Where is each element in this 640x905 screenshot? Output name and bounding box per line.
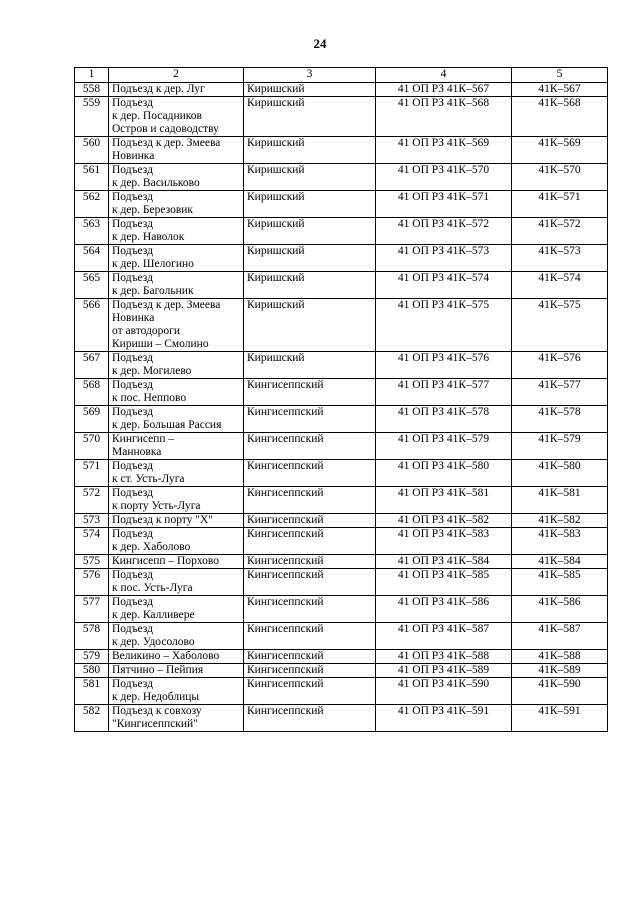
road-id-cell: 41 ОП РЗ 41К–572 bbox=[376, 218, 512, 245]
road-short-id-cell: 41К–579 bbox=[512, 433, 608, 460]
road-short-id-cell: 41К–577 bbox=[512, 379, 608, 406]
road-short-id-cell: 41К–586 bbox=[512, 596, 608, 623]
table-row bbox=[75, 650, 608, 664]
road-short-id-cell: 41К–584 bbox=[512, 555, 608, 569]
road-name-cell: Подъезд к дер. Васильково bbox=[109, 164, 244, 191]
road-short-id-cell: 41К–570 bbox=[512, 164, 608, 191]
row-number-cell: 565 bbox=[75, 272, 109, 299]
district-cell: Кингисеппский bbox=[244, 555, 376, 569]
district-cell: Кингисеппский bbox=[244, 406, 376, 433]
table-row bbox=[75, 487, 608, 514]
road-short-id-cell: 41К–580 bbox=[512, 460, 608, 487]
district-cell: Кингисеппский bbox=[244, 569, 376, 596]
table-row bbox=[75, 299, 608, 352]
district-cell: Кингисеппский bbox=[244, 678, 376, 705]
road-short-id-cell: 41К–573 bbox=[512, 245, 608, 272]
column-header: 1 bbox=[75, 68, 109, 83]
row-number-cell: 578 bbox=[75, 623, 109, 650]
column-header: 2 bbox=[109, 68, 244, 83]
district-cell: Кингисеппский bbox=[244, 379, 376, 406]
road-id-cell: 41 ОП РЗ 41К–589 bbox=[376, 664, 512, 678]
road-name-cell: Подъезд к дер. Калливере bbox=[109, 596, 244, 623]
row-number-cell: 582 bbox=[75, 705, 109, 732]
road-name-cell: Подъезд к пос. Усть-Луга bbox=[109, 569, 244, 596]
road-id-cell: 41 ОП РЗ 41К–584 bbox=[376, 555, 512, 569]
table-row bbox=[75, 623, 608, 650]
district-cell: Кингисеппский bbox=[244, 623, 376, 650]
district-cell: Кингисеппский bbox=[244, 596, 376, 623]
table-row bbox=[75, 433, 608, 460]
road-id-cell: 41 ОП РЗ 41К–567 bbox=[376, 83, 512, 97]
road-name-cell: Подъезд к дер. Хаболово bbox=[109, 528, 244, 555]
row-number-cell: 581 bbox=[75, 678, 109, 705]
table-row bbox=[75, 678, 608, 705]
road-id-cell: 41 ОП РЗ 41К–578 bbox=[376, 406, 512, 433]
road-short-id-cell: 41К–588 bbox=[512, 650, 608, 664]
row-number-cell: 561 bbox=[75, 164, 109, 191]
road-short-id-cell: 41К–583 bbox=[512, 528, 608, 555]
road-short-id-cell: 41К–572 bbox=[512, 218, 608, 245]
district-cell: Киришский bbox=[244, 191, 376, 218]
row-number-cell: 560 bbox=[75, 137, 109, 164]
road-name-cell: Подъезд к дер. Багольник bbox=[109, 272, 244, 299]
row-number-cell: 562 bbox=[75, 191, 109, 218]
table-row bbox=[75, 528, 608, 555]
road-short-id-cell: 41К–591 bbox=[512, 705, 608, 732]
road-name-cell: Подъезд к пос. Неппово bbox=[109, 379, 244, 406]
district-cell: Кингисеппский bbox=[244, 460, 376, 487]
road-name-cell: Подъезд к дер. Посадников Остров и садоводству bbox=[109, 97, 244, 137]
road-id-cell: 41 ОП РЗ 41К–569 bbox=[376, 137, 512, 164]
table-row bbox=[75, 555, 608, 569]
road-id-cell: 41 ОП РЗ 41К–591 bbox=[376, 705, 512, 732]
road-id-cell: 41 ОП РЗ 41К–579 bbox=[376, 433, 512, 460]
district-cell: Кингисеппский bbox=[244, 528, 376, 555]
roads-table bbox=[74, 67, 608, 732]
road-short-id-cell: 41К–567 bbox=[512, 83, 608, 97]
table-row bbox=[75, 245, 608, 272]
district-cell: Кингисеппский bbox=[244, 705, 376, 732]
road-name-cell: Подъезд к дер. Наволок bbox=[109, 218, 244, 245]
district-cell: Кингисеппский bbox=[244, 664, 376, 678]
table-row bbox=[75, 272, 608, 299]
road-id-cell: 41 ОП РЗ 41К–570 bbox=[376, 164, 512, 191]
district-cell: Киришский bbox=[244, 164, 376, 191]
row-number-cell: 559 bbox=[75, 97, 109, 137]
road-name-cell: Подъезд к дер. Недоблицы bbox=[109, 678, 244, 705]
table-row bbox=[75, 664, 608, 678]
column-header: 5 bbox=[512, 68, 608, 83]
row-number-cell: 574 bbox=[75, 528, 109, 555]
road-short-id-cell: 41К–575 bbox=[512, 299, 608, 352]
road-id-cell: 41 ОП РЗ 41К–571 bbox=[376, 191, 512, 218]
table-row bbox=[75, 191, 608, 218]
district-cell: Киришский bbox=[244, 218, 376, 245]
road-id-cell: 41 ОП РЗ 41К–577 bbox=[376, 379, 512, 406]
road-short-id-cell: 41К–571 bbox=[512, 191, 608, 218]
road-id-cell: 41 ОП РЗ 41К–585 bbox=[376, 569, 512, 596]
road-short-id-cell: 41К–587 bbox=[512, 623, 608, 650]
road-name-cell: Подъезд к дер. Шелогино bbox=[109, 245, 244, 272]
road-short-id-cell: 41К–576 bbox=[512, 352, 608, 379]
table-row bbox=[75, 164, 608, 191]
road-id-cell: 41 ОП РЗ 41К–590 bbox=[376, 678, 512, 705]
road-short-id-cell: 41К–585 bbox=[512, 569, 608, 596]
road-id-cell: 41 ОП РЗ 41К–574 bbox=[376, 272, 512, 299]
road-id-cell: 41 ОП РЗ 41К–580 bbox=[376, 460, 512, 487]
row-number-cell: 566 bbox=[75, 299, 109, 352]
row-number-cell: 579 bbox=[75, 650, 109, 664]
road-id-cell: 41 ОП РЗ 41К–582 bbox=[376, 514, 512, 528]
table-row bbox=[75, 705, 608, 732]
district-cell: Кингисеппский bbox=[244, 433, 376, 460]
road-name-cell: Подъезд к дер. Змеева Новинка от автодороги Кириши – Смолино bbox=[109, 299, 244, 352]
row-number-cell: 577 bbox=[75, 596, 109, 623]
row-number-cell: 563 bbox=[75, 218, 109, 245]
table-row bbox=[75, 218, 608, 245]
district-cell: Киришский bbox=[244, 299, 376, 352]
table-header-row bbox=[75, 68, 608, 83]
district-cell: Кингисеппский bbox=[244, 514, 376, 528]
road-name-cell: Подъезд к совхозу "Кингисеппский" bbox=[109, 705, 244, 732]
road-name-cell: Подъезд к дер. Змеева Новинка bbox=[109, 137, 244, 164]
table-row bbox=[75, 352, 608, 379]
road-name-cell: Подъезд к дер. Луг bbox=[109, 83, 244, 97]
road-id-cell: 41 ОП РЗ 41К–583 bbox=[376, 528, 512, 555]
table-row bbox=[75, 83, 608, 97]
road-name-cell: Подъезд к порту "Х" bbox=[109, 514, 244, 528]
row-number-cell: 564 bbox=[75, 245, 109, 272]
road-name-cell: Подъезд к порту Усть-Луга bbox=[109, 487, 244, 514]
table-row bbox=[75, 569, 608, 596]
district-cell: Кингисеппский bbox=[244, 487, 376, 514]
table-row bbox=[75, 97, 608, 137]
road-short-id-cell: 41К–574 bbox=[512, 272, 608, 299]
table-row bbox=[75, 137, 608, 164]
row-number-cell: 568 bbox=[75, 379, 109, 406]
table-row bbox=[75, 379, 608, 406]
column-header: 4 bbox=[376, 68, 512, 83]
row-number-cell: 573 bbox=[75, 514, 109, 528]
row-number-cell: 572 bbox=[75, 487, 109, 514]
row-number-cell: 567 bbox=[75, 352, 109, 379]
road-id-cell: 41 ОП РЗ 41К–573 bbox=[376, 245, 512, 272]
road-id-cell: 41 ОП РЗ 41К–587 bbox=[376, 623, 512, 650]
road-name-cell: Великино – Хаболово bbox=[109, 650, 244, 664]
road-id-cell: 41 ОП РЗ 41К–586 bbox=[376, 596, 512, 623]
road-id-cell: 41 ОП РЗ 41К–575 bbox=[376, 299, 512, 352]
road-id-cell: 41 ОП РЗ 41К–576 bbox=[376, 352, 512, 379]
district-cell: Киришский bbox=[244, 97, 376, 137]
district-cell: Киришский bbox=[244, 83, 376, 97]
row-number-cell: 558 bbox=[75, 83, 109, 97]
page-number: 24 bbox=[313, 36, 327, 51]
road-short-id-cell: 41К–568 bbox=[512, 97, 608, 137]
row-number-cell: 576 bbox=[75, 569, 109, 596]
district-cell: Киришский bbox=[244, 137, 376, 164]
road-name-cell: Кингисепп – Манновка bbox=[109, 433, 244, 460]
row-number-cell: 571 bbox=[75, 460, 109, 487]
table-row bbox=[75, 460, 608, 487]
road-short-id-cell: 41К–582 bbox=[512, 514, 608, 528]
column-header: 3 bbox=[244, 68, 376, 83]
road-name-cell: Подъезд к дер. Могилево bbox=[109, 352, 244, 379]
row-number-cell: 580 bbox=[75, 664, 109, 678]
road-id-cell: 41 ОП РЗ 41К–568 bbox=[376, 97, 512, 137]
district-cell: Киришский bbox=[244, 352, 376, 379]
table-row bbox=[75, 406, 608, 433]
road-short-id-cell: 41К–589 bbox=[512, 664, 608, 678]
district-cell: Киришский bbox=[244, 272, 376, 299]
road-name-cell: Подъезд к дер. Удосолово bbox=[109, 623, 244, 650]
road-name-cell: Подъезд к дер. Березовик bbox=[109, 191, 244, 218]
road-name-cell: Пятчино – Пейпия bbox=[109, 664, 244, 678]
road-short-id-cell: 41К–569 bbox=[512, 137, 608, 164]
table-row bbox=[75, 514, 608, 528]
road-id-cell: 41 ОП РЗ 41К–581 bbox=[376, 487, 512, 514]
district-cell: Кингисеппский bbox=[244, 650, 376, 664]
road-short-id-cell: 41К–581 bbox=[512, 487, 608, 514]
row-number-cell: 569 bbox=[75, 406, 109, 433]
road-name-cell: Подъезд к дер. Большая Рассия bbox=[109, 406, 244, 433]
road-id-cell: 41 ОП РЗ 41К–588 bbox=[376, 650, 512, 664]
district-cell: Киришский bbox=[244, 245, 376, 272]
road-short-id-cell: 41К–578 bbox=[512, 406, 608, 433]
road-short-id-cell: 41К–590 bbox=[512, 678, 608, 705]
table-row bbox=[75, 596, 608, 623]
row-number-cell: 575 bbox=[75, 555, 109, 569]
road-name-cell: Подъезд к ст. Усть-Луга bbox=[109, 460, 244, 487]
row-number-cell: 570 bbox=[75, 433, 109, 460]
road-name-cell: Кингисепп – Порхово bbox=[109, 555, 244, 569]
